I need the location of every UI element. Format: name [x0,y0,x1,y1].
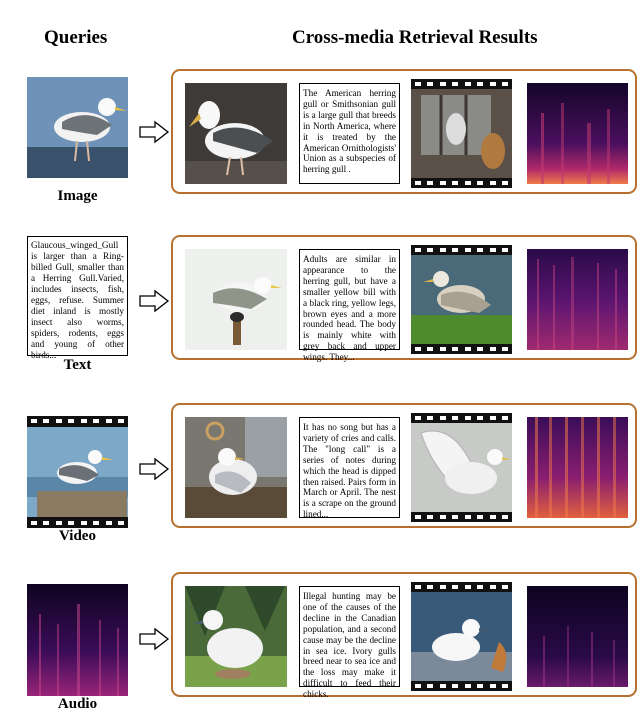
arrow-right-icon [139,628,169,650]
query-video-label: Video [59,528,96,544]
result-video-frame [411,413,512,522]
result-image-gull [185,586,287,687]
result-text-passage: Illegal hunting may be one of the causes of the decline in the Canadian population, and a second cause may be the decline in sea ice. Ivory gulls breed near to sea ice and the loss may make it difficult to feed their chicks. [299,586,400,687]
film-sprocket-holes [415,515,508,519]
result-audio-spectrogram [527,83,628,184]
film-sprocket-holes [415,181,508,185]
result-box-video-query [171,403,637,528]
result-video-frame [411,79,512,188]
film-sprocket-holes [31,419,124,423]
result-image-gull [185,417,287,518]
result-video-frame [411,245,512,354]
film-sprocket-holes [415,347,508,351]
query-image-label: Image [57,188,98,204]
film-sprocket-holes [31,521,124,525]
result-audio-spectrogram [527,417,628,518]
query-text-label: Text [63,357,92,373]
query-video-frame [27,416,128,528]
arrow-right-icon [139,121,169,143]
arrow-right-icon [139,458,169,480]
result-image-gull [185,83,287,184]
query-audio-label: Audio [57,696,98,712]
result-text-passage: Adults are similar in appearance to the herring gull, but have a smaller yellow bill with a black ring, yellow legs, brown eyes and a more rounded head. The body is mainly white with grey back and upper wings. They... [299,249,400,350]
queries-header: Queries [44,27,108,48]
film-sprocket-holes [415,82,508,86]
result-box-image-query [171,69,637,194]
result-audio-spectrogram [527,249,628,350]
result-image-gull [185,249,287,350]
result-box-audio-query [171,572,637,700]
result-text-passage: It has no song but has a variety of cries and calls. The "long call" is a series of notes during which the head is dipped then raised. Pairs form in March or April. The nest is a scrape on the ground lined... [299,417,400,518]
film-sprocket-holes [415,416,508,420]
query-text-passage: Glaucous_winged_Gull is larger than a Ring-billed Gull, smaller than a Herring Gull.Varied, includes insects, fish, eggs, refuse. Summer diet inland is mostly insect also worms, spiders, rodents, eggs and young of other birds... [27,236,128,356]
query-image-gull [27,77,128,178]
results-header: Cross-media Retrieval Results [292,27,538,48]
arrow-right-icon [139,290,169,312]
film-sprocket-holes [415,248,508,252]
film-sprocket-holes [415,684,508,688]
film-sprocket-holes [415,585,508,589]
result-text-passage: The American herring gull or Smithsonian gull is a large gull that breeds in North America, where it is treated by the American Ornithologists' Union as a subspecies of herring gull . [299,83,400,184]
result-video-frame [411,582,512,691]
query-audio-spectrogram [27,584,128,696]
result-box-text-query [171,235,637,363]
result-audio-spectrogram [527,586,628,687]
